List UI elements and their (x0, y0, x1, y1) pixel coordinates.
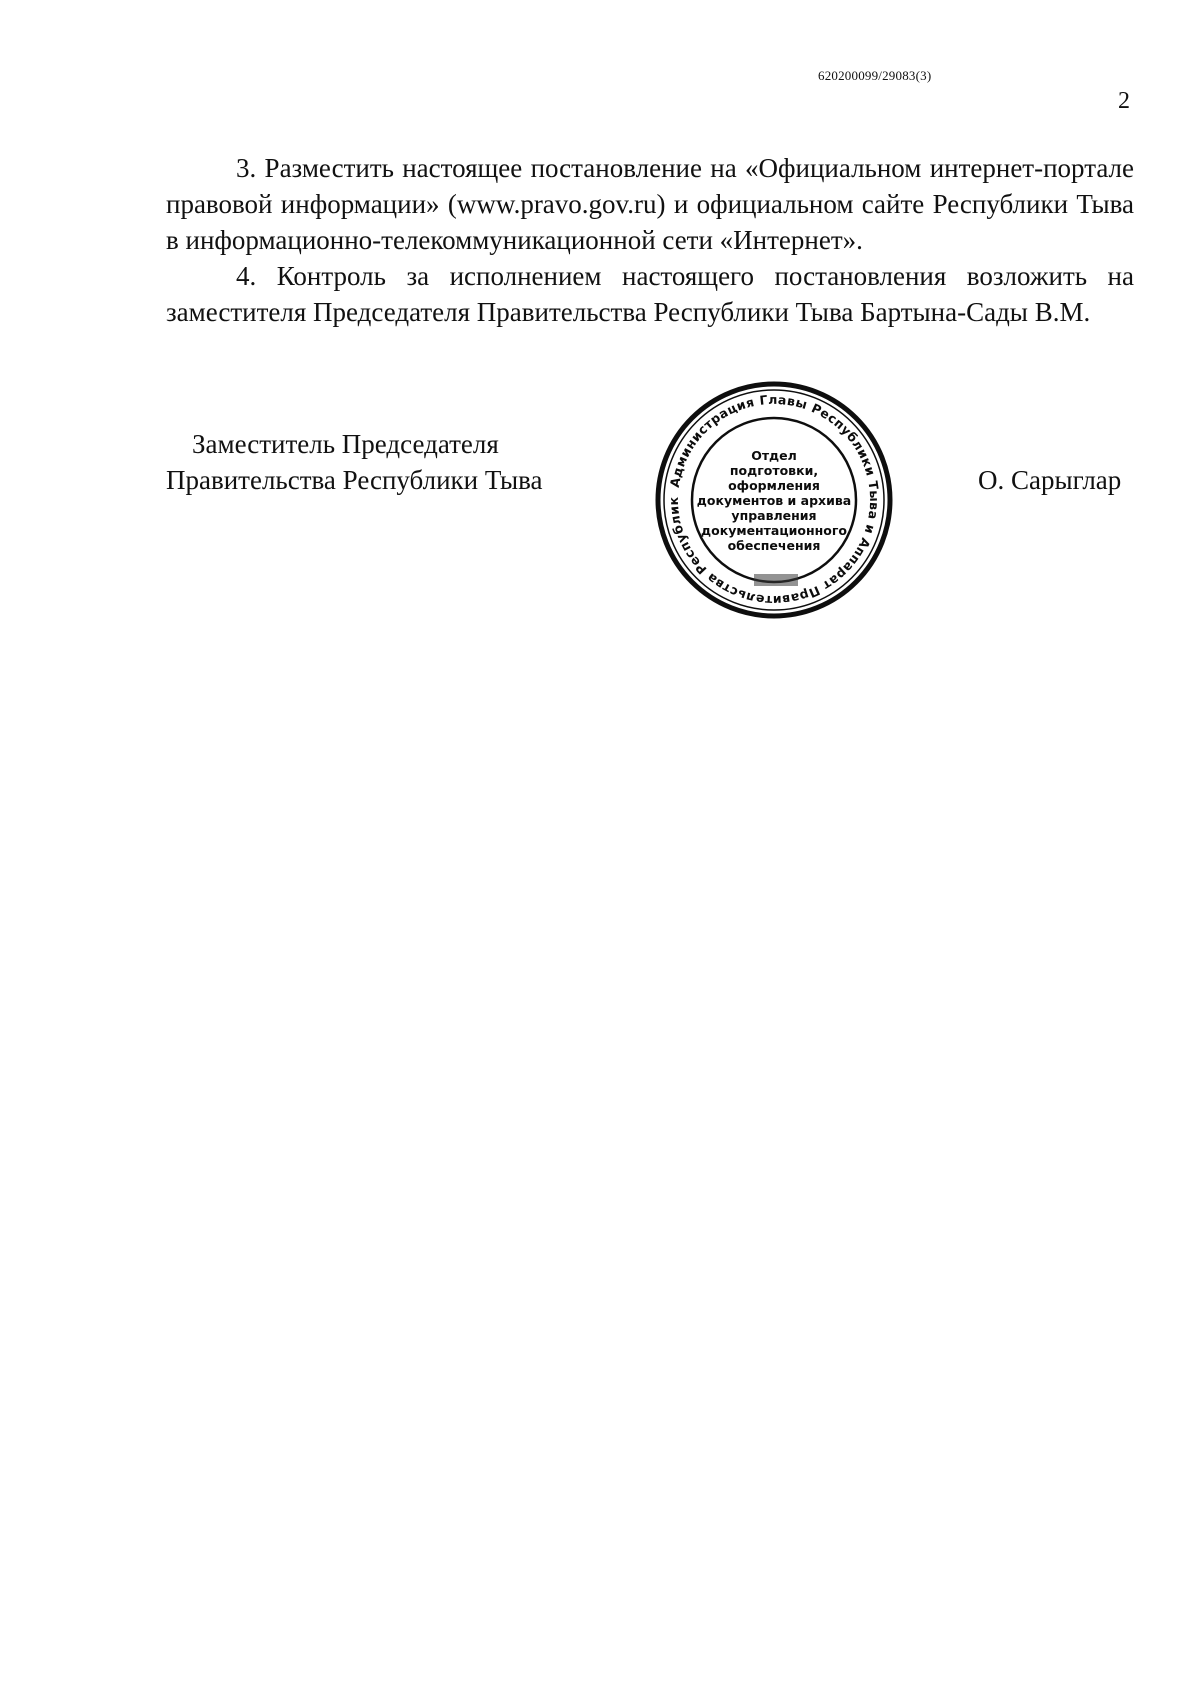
stamp-line: обеспечения (727, 538, 821, 553)
stamp-ring-text: Администрация Главы Республики Тыва и Аппарат Правительства Республик (665, 391, 883, 609)
stamp-line: управления (731, 508, 817, 523)
official-stamp (654, 380, 894, 620)
document-registration-number: 620200099/29083(3) (818, 68, 932, 83)
stamp-line: подготовки, (729, 463, 819, 478)
stamp-line: документационного (701, 523, 847, 538)
signer-name: О. Сарыглар (978, 465, 1122, 495)
stamp-center-text (654, 448, 894, 553)
signer-title-line-1: Заместитель Председателя (192, 429, 499, 459)
page-number: 2 (1118, 88, 1130, 114)
signer-title-line-2: Правительства Республики Тыва (166, 465, 543, 495)
paragraph-4: 4. Контроль за исполнением настоящего постановления возложить на заместителя Председателя Правительства Республики Тыва Бартына-Сады В.М. (166, 261, 1134, 327)
stamp-line: оформления (728, 478, 820, 493)
paragraph-3: 3. Разместить настоящее постановление на «Официальном интернет-портале правовой информации» (www.pravo.gov.ru) и официальном сайте Республики Тыва в информационно-телекоммуникационной сети «Интернет». (166, 153, 1134, 255)
stamp-line: Отдел (751, 448, 797, 463)
stamp-line: документов и архива (696, 493, 852, 508)
